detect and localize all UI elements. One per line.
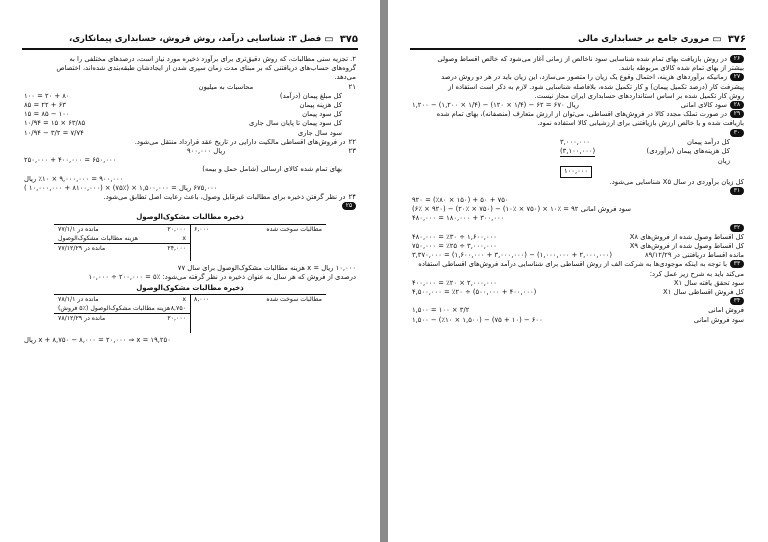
text-line <box>412 55 744 64</box>
text-fragment: کل سود پیمان تا پایان سال جاری <box>249 119 342 128</box>
text-fragment: سود فروش امانی ۹۲ = ٪۱۰ × (۷۵۰ × ٪۱۰) − (۷۵۰ × ٪۲۰) − (۹۲۰ × ٪۶) <box>412 205 631 214</box>
calc-row <box>560 147 730 157</box>
text-fragment: ۱۰۰,۰۰۰ <box>560 166 592 177</box>
text-line <box>412 129 744 138</box>
text-line <box>412 110 744 119</box>
text-fragment: ۳۲ <box>730 224 744 232</box>
text-fragment: ۲۹ <box>730 110 744 118</box>
text-fragment: کل سود پیمان <box>302 110 342 119</box>
text-fragment: ۸,۷۵۰ <box>170 305 186 313</box>
text-fragment: پیشرفت کار (درصد تکمیل پیمان) و کار تکمیل شده، بلافاصله شناسایی شود. لازم به ذکر است استفاده از <box>448 82 744 91</box>
text-fragment: در نظر گرفتن ذخیره برای مطالبات غیرقابل وصول، باعث رعایت اصل تطابق می‌شود. <box>103 193 346 202</box>
text-fragment: ۷۵۰,۰۰۰ = ٪۲۵ ÷ ۳,۰۰۰,۰۰۰ <box>412 242 497 251</box>
text-fragment: ۷۵۰ + ۵۰ + (۱۵۰ × ٪۸۰) = ۹۲۰ <box>412 196 509 205</box>
text-fragment: ۱,۵۰۰ = ۱۰۰ × ۳/۲ <box>412 306 470 315</box>
text-fragment: سود سال جاری <box>297 128 342 137</box>
text-fragment: محاسبات به میلیون <box>198 82 254 91</box>
text-fragment: سود تحقق یافته سال X۱ <box>673 278 744 287</box>
text-fragment: سود کالای امانی <box>680 101 727 110</box>
text-fragment: ۳۱ <box>730 187 744 195</box>
text-fragment: ۲۲ <box>348 137 356 146</box>
text-line <box>54 234 190 243</box>
text-fragment: مطالبات سوخت شده <box>266 225 322 233</box>
book-icon: ▭ <box>712 33 722 45</box>
q21-heading <box>24 83 356 92</box>
calc-row <box>24 92 342 101</box>
text-fragment: کل هزینه‌های پیمان (برآوردی) <box>646 147 730 156</box>
text-line <box>412 224 744 233</box>
text-fragment: (۳,۱۰۰,۰۰۰) <box>560 147 595 157</box>
text-fragment: مانده در ۷۷/۱/۱ <box>58 225 99 233</box>
calc-row <box>412 242 744 251</box>
text-fragment: ۱۰۰ = ۲۰ + ۸۰ <box>24 91 70 100</box>
text-fragment: کل درآمد پیمان <box>686 137 730 146</box>
text-fragment: x <box>182 296 186 304</box>
text-fragment: بازیافت شده و یا خالص ارزش بازیافتنی برای ارزشیابی کالا استفاده نمود. <box>537 119 744 128</box>
calc-row <box>560 166 730 177</box>
text-fragment: ۲۵ <box>342 202 356 210</box>
calc-row <box>412 101 744 110</box>
calc-row <box>412 279 744 288</box>
text-fragment: زیان <box>717 157 730 166</box>
text-line <box>54 304 190 313</box>
text-line <box>54 225 190 253</box>
text-fragment: ۹۰۰,۰۰۰ ریال <box>187 147 226 156</box>
text-fragment: بهای تمام شده کالای ارسالی (شامل حمل و بیمه) <box>202 165 342 174</box>
text-line <box>54 295 190 323</box>
text-fragment: ۱۰/۹۴ = ۱۵ × ۶۳/۸۵ <box>24 119 86 128</box>
text-fragment: ۴,۵۰۰,۰۰۰ = ٪۲۰ ÷ (۵۰۰,۰۰۰ + ۴۰۰,۰۰۰) <box>412 288 537 297</box>
calc-row <box>412 288 744 297</box>
right-page <box>388 0 768 542</box>
left-page <box>0 0 380 542</box>
text-fragment: مانده اقساط دریافتنی در ۸۹/۱۲/۲۹ <box>644 251 744 260</box>
book-title: مروری جامع بر حسابداری مالی <box>578 34 710 44</box>
text-fragment: کل هزینه پیمان <box>299 101 342 110</box>
q24 <box>24 193 356 202</box>
text-line <box>54 295 190 304</box>
text-fragment: ۴۰۰,۰۰۰ = ٪۲۰ × ۲,۰۰۰,۰۰۰ <box>412 278 497 287</box>
text-fragment: درصدی از فروش که هر سال به عنوان ذخیره در نظر گرفته می‌شود: ٪۵ = ۲۰۰,۰۰۰ ÷ ۱۰,۰۰۰ <box>88 272 356 281</box>
book-icon: ▭ <box>324 33 334 45</box>
text-fragment: ۲۴ <box>348 193 356 202</box>
calc-row <box>412 233 744 242</box>
text-fragment: مانده در ۷۷/۱۲/۲۹ <box>58 244 106 252</box>
text-fragment: ۶۷۵,۰۰۰ ریال = ۱,۵۰۰,۰۰۰ × (٪۷۵) × (۸۱۰۰,۰۰۰ + ۱۰,۰۰۰,۰۰۰ ) <box>24 183 218 192</box>
text-fragment: ۲۳ <box>348 147 356 156</box>
text-fragment: مانده در ۷۸/۱۲/۲۹ <box>58 315 106 323</box>
text-fragment: ۳۳ <box>730 260 744 268</box>
t-account-1 <box>54 224 326 261</box>
text-fragment: می‌کند باید به شرح زیر عمل کرد: <box>649 269 744 278</box>
text-line <box>412 297 744 306</box>
text-line: می‌دهد. <box>334 73 356 82</box>
text-fragment: ۱۵ = ۸۵ − ۱۰۰ <box>24 110 70 119</box>
calc-row <box>24 101 342 110</box>
text-fragment: کل فروش اقساطی سال X۱ <box>663 288 744 297</box>
text-line <box>54 243 190 253</box>
text-fragment: مانده در ۷۸/۱/۱ <box>58 296 99 304</box>
text-line <box>412 73 744 82</box>
text-fragment: سود فروش امانی <box>693 315 744 324</box>
calc-row <box>412 251 744 260</box>
text-fragment: ۲۰,۰۰۰ <box>167 315 186 323</box>
text-fragment: با توجه به اینکه موجودی‌ها به شرکت الف از روش اقساطی برای شناسایی درآمد فروش‌های اقساطی استفاده <box>418 260 727 269</box>
text-fragment: در صورت تملک مجدد کالا در فروش‌های اقساطی، می‌توان از ارزش متعارف (منصفانه)، بهای تمام شده <box>436 110 727 119</box>
ledger-title: ذخیره مطالبات مشکوک‌الوصول <box>136 213 244 222</box>
calc-row <box>412 316 744 325</box>
calc-row <box>24 110 342 119</box>
text-fragment: هزینه مطالبات مشکوک‌الوصول (٪۵ فروش) <box>58 305 171 313</box>
q25 <box>24 202 356 211</box>
text-fragment: ۸۵ = ۲۲ + ۶۳ <box>24 101 66 110</box>
text-fragment: فروش امانی <box>708 306 744 315</box>
calc-row <box>560 138 730 147</box>
text-fragment: ۳۰۰,۰۰۰ + ۱۸۰,۰۰۰ = ۴۸۰,۰۰۰ <box>412 214 505 223</box>
text-fragment: ۱۰/۹۴ − ۳/۲ = ۷/۷۴ <box>24 128 84 137</box>
chapter-title: فصل ۳: شناسایی درآمد، روش فروش، حسابداری پیمانکاری، <box>68 34 322 44</box>
text-line <box>412 260 744 269</box>
text-fragment: کل اقساط وصول شده از فروش‌های X۸ <box>629 232 744 241</box>
left-page-header <box>22 30 358 50</box>
calc-row <box>24 119 342 128</box>
q23 <box>24 147 356 156</box>
text-fragment: ۱۰,۰۰۰ ریال = x هزینه مطالبات مشکوک‌الوصول برای سال ۷۷ <box>177 263 356 272</box>
text-fragment: ۹۰۰,۰۰۰ = ۹,۰۰۰,۰۰۰ × ٪۱۰ ریال <box>24 174 124 183</box>
right-page-header <box>410 30 746 50</box>
text-line <box>190 295 326 304</box>
text-fragment: ۶,۰۰۰ <box>194 225 210 233</box>
text-fragment: مطالبات سوخت شده <box>266 296 322 304</box>
q21-rows <box>24 92 356 138</box>
text-fragment: در فروش‌های اقساطی مالکیت دارایی در تاریخ عقد قرارداد منتقل می‌شود. <box>134 137 346 146</box>
text-fragment: زمانیکه برآوردهای هزینه، احتمال وقوع یک زیان را متصور می‌سازد، این زیان باید در هر دو روش درصد <box>441 73 727 82</box>
text-fragment: ۱,۲۰۰ − (۱,۲۰۰ × ۱/۴) − (۱۲۰ × ۱/۴) − ۶۲ = ۶۷۰ ریال <box>412 101 579 110</box>
calc-row <box>412 306 744 315</box>
text-fragment: ۳۴ <box>730 297 744 305</box>
text-fragment: ۲۶ <box>730 55 744 63</box>
text-fragment: ۶۵۰,۰۰۰ = ۴۰۰,۰۰۰ + ۲۵۰,۰۰۰ <box>24 156 117 165</box>
ledger-title: ذخیره مطالبات مشکوک‌الوصول <box>136 284 244 293</box>
text-fragment: ۴۸۰,۰۰۰ = ٪۳۰ ÷ ۱,۶۰۰,۰۰۰ <box>412 232 497 241</box>
text-fragment: ۲۴,۰۰۰ <box>167 244 186 252</box>
q22 <box>24 138 356 147</box>
text-fragment: کل مبلغ پیمان (درآمد) <box>279 91 342 100</box>
text-line <box>560 138 744 178</box>
text-fragment: کل زیان برآوردی در سال X۵ شناسایی می‌شود. <box>609 177 744 186</box>
text-fragment: ۳,۳۷۰,۰۰۰ = (۱,۶۰۰,۰۰۰ + ۳,۰۰۰,۰۰۰) − (۱,۰۰۰,۰۰۰ + ۲,۰۰۰,۰۰۰) <box>412 251 613 260</box>
page-number: ۳۷۵ <box>339 33 358 45</box>
text-fragment: ۳۰ <box>730 129 744 137</box>
final-equation: x + ۸,۷۵۰ − ۸,۰۰۰ = ۲۰,۰۰۰ ⇒ x = ۱۹,۲۵۰ ریال <box>24 336 171 345</box>
right-page-content <box>412 55 744 534</box>
text-fragment: کل اقساط وصول شده از فروش‌های X۹ <box>629 242 744 251</box>
answer-number: ۲۱ <box>348 82 356 91</box>
text-line <box>190 225 326 234</box>
text-fragment: ۳,۰۰۰,۰۰۰ <box>560 137 590 146</box>
text-fragment: بیشتر از بهای تمام شده کالای مربوطه باشد. <box>618 64 744 73</box>
page-number: ۳۷۶ <box>727 33 746 45</box>
text-line: گروه‌های حساب‌های دریافتنی که بر مبنای مدت زمان سپری شدن از ایجادشان طبقه‌بندی شده‌اند، اختصاص <box>56 64 356 73</box>
text-fragment: ۲۸ <box>730 101 744 109</box>
text-fragment: ۸,۰۰۰ <box>194 296 210 304</box>
text-fragment: ۲۰,۰۰۰ <box>167 225 186 233</box>
text-fragment: x <box>182 234 186 242</box>
text-line <box>190 295 326 304</box>
text-line <box>190 225 326 234</box>
text-fragment: ۱,۵۰۰ − (٪۱۰ × ۱,۵۰۰) − (۷۵ + ۱۰) − ۶۰۰ <box>412 315 543 324</box>
calc-row <box>24 129 342 138</box>
calc-row <box>560 157 730 166</box>
text-line: ۲. تجزیه سنی مطالبات، که روش دقیق‌تری برای برآورد ذخیره مورد نیاز است، درصدهای مختلفی را به <box>69 55 356 63</box>
text-line <box>54 313 190 323</box>
text-line <box>412 187 744 196</box>
text-fragment: روش کار تکمیل شده بر اساس استانداردهای حسابداری ایران مجاز نیست. <box>534 91 744 100</box>
text-fragment: در روش بازیافت بهای تمام شده شناسایی سود ناخالص از زمانی آغاز می‌شود که خالص اقساط وصولی <box>437 55 727 63</box>
left-page-content <box>24 55 356 534</box>
text-line <box>54 225 190 234</box>
t-account-2 <box>54 294 326 333</box>
text-fragment: هزینه مطالبات مشکوک‌الوصول <box>58 234 138 242</box>
text-fragment: ۲۷ <box>730 73 744 81</box>
